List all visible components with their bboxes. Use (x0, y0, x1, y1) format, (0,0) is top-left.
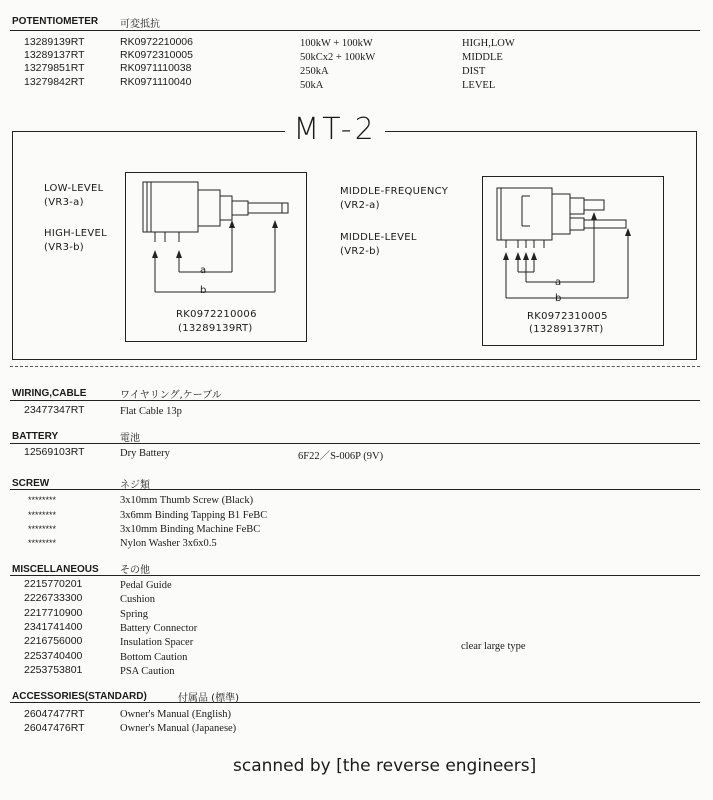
part-code: (13289139RT) (178, 323, 253, 334)
part-ref: RK0971110040 (120, 76, 192, 88)
part-desc: Battery Connector (120, 623, 198, 634)
part-code: 2226733300 (24, 592, 83, 604)
part-desc: 3x6mm Binding Tapping B1 FeBC (120, 510, 268, 521)
part-code: 23477347RT (24, 404, 85, 416)
label-a: a (555, 277, 562, 288)
part-desc: Owner's Manual (English) (120, 709, 231, 720)
part-code: 12569103RT (24, 446, 85, 458)
section-header-battery: BATTERY (12, 431, 59, 442)
label-vr2-b: (VR2-b) (340, 246, 381, 257)
part-code: 2215770201 (24, 578, 83, 590)
part-desc: Spring (120, 609, 149, 620)
part-desc: Cushion (120, 594, 156, 605)
divider (10, 489, 700, 490)
part-use: HIGH,LOW (462, 38, 515, 49)
part-value: 250kA (300, 66, 329, 77)
part-use: LEVEL (462, 80, 496, 91)
part-code: 26047476RT (24, 722, 85, 734)
part-desc: Flat Cable 13p (120, 406, 182, 417)
label-vr2-a: (VR2-a) (340, 200, 380, 211)
section-header-wiring: WIRING,CABLE (12, 388, 87, 399)
divider (10, 400, 700, 401)
part-desc: Nylon Washer 3x6x0.5 (120, 538, 217, 549)
section-header-misc-jp: その他 (120, 565, 150, 576)
part-code: 2217710900 (24, 607, 83, 619)
label-b: b (200, 285, 207, 296)
part-number: RK0972310005 (527, 311, 608, 322)
part-desc: 3x10mm Thumb Screw (Black) (120, 495, 254, 506)
section-header-screw: SCREW (12, 478, 50, 489)
part-code: ******** (28, 524, 57, 534)
section-header-potentiometer-jp: 可変抵抗 (120, 19, 160, 30)
section-header-battery-jp: 電池 (120, 433, 140, 444)
part-desc: Owner's Manual (Japanese) (120, 723, 237, 734)
label-vr3-a: (VR3-a) (44, 197, 84, 208)
section-header-screw-jp: ネジ類 (120, 480, 150, 491)
part-code: 13279842RT (24, 76, 85, 88)
part-ref: RK0972310005 (120, 49, 193, 61)
diagram-title: MT-2 (285, 112, 385, 148)
divider (10, 443, 700, 444)
part-code: ******** (28, 510, 57, 520)
part-code: 13289137RT (24, 49, 85, 61)
part-ref: RK0971110038 (120, 62, 192, 74)
part-value: 50kCx2 + 100kW (300, 52, 376, 63)
part-code: 2253753801 (24, 664, 83, 676)
part-desc: Insulation Spacer (120, 637, 194, 648)
part-code: ******** (28, 495, 57, 505)
label-low-level: LOW-LEVEL (44, 183, 104, 194)
section-header-accessories: ACCESSORIES(STANDARD) (12, 691, 147, 702)
label-a: a (200, 265, 207, 276)
part-code: 2216756000 (24, 635, 83, 647)
divider (10, 702, 700, 703)
label-b: b (555, 293, 562, 304)
part-code: 26047477RT (24, 708, 85, 720)
part-code: 2341741400 (24, 621, 83, 633)
divider (10, 30, 700, 31)
section-header-misc: MISCELLANEOUS (12, 564, 99, 575)
part-code: 13279851RT (24, 62, 85, 74)
label-middle-level: MIDDLE-LEVEL (340, 232, 417, 243)
part-code: 13289139RT (24, 36, 85, 48)
section-header-potentiometer: POTENTIOMETER (12, 16, 99, 27)
part-desc: Dry Battery (120, 448, 170, 459)
section-header-wiring-jp: ワイヤリング,ケーブル (120, 390, 222, 401)
part-code: ******** (28, 538, 57, 548)
divider (10, 366, 700, 367)
part-desc: PSA Caution (120, 666, 175, 677)
label-vr3-b: (VR3-b) (44, 242, 85, 253)
part-desc: 3x10mm Binding Machine FeBC (120, 524, 261, 535)
part-use: DIST (462, 66, 486, 77)
part-code: (13289137RT) (529, 324, 604, 335)
part-value: 50kA (300, 80, 324, 91)
divider (10, 575, 700, 576)
part-use: MIDDLE (462, 52, 503, 63)
part-desc: Bottom Caution (120, 652, 188, 663)
part-number: RK0972210006 (176, 309, 257, 320)
scan-credit: scanned by [the reverse engineers] (233, 756, 537, 776)
note: clear large type (461, 641, 526, 652)
part-ref: RK0972210006 (120, 36, 193, 48)
label-high-level: HIGH-LEVEL (44, 228, 107, 239)
part-value: 100kW + 100kW (300, 38, 373, 49)
part-spec: 6F22／S-006P (9V) (298, 451, 384, 462)
part-code: 2253740400 (24, 650, 83, 662)
part-desc: Pedal Guide (120, 580, 172, 591)
label-middle-frequency: MIDDLE-FREQUENCY (340, 186, 449, 197)
section-header-accessories-jp: 付属品 (標準) (178, 693, 239, 704)
